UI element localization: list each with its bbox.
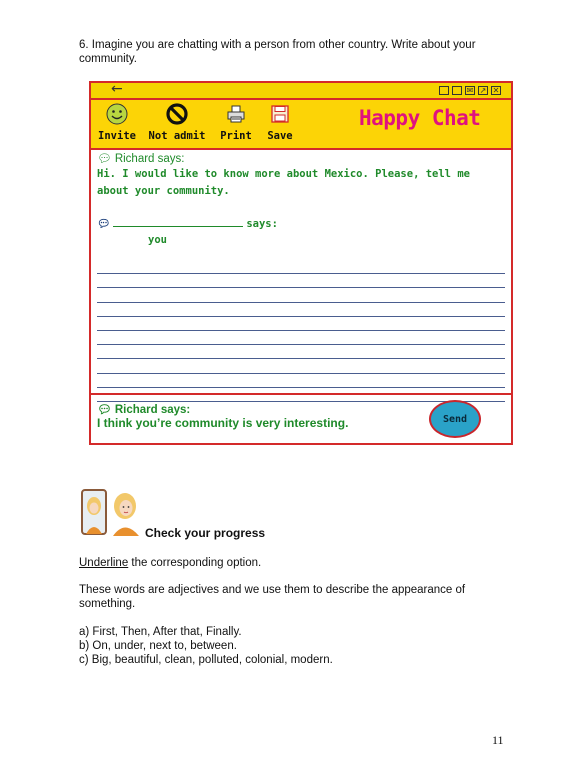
save-label: Save — [267, 130, 293, 142]
print-label: Print — [220, 130, 252, 142]
prohibited-icon — [166, 103, 188, 125]
chat-window — [89, 81, 513, 445]
back-arrow-icon[interactable]: ← — [111, 81, 123, 97]
reply-writing-lines[interactable] — [97, 260, 505, 402]
save-button[interactable] — [263, 102, 297, 142]
invite-label: Invite — [98, 130, 136, 142]
floppy-disk-icon — [271, 105, 289, 123]
not-admit-label: Not admit — [148, 130, 206, 142]
window-controls — [439, 86, 501, 95]
underline-word: Underline — [79, 557, 129, 569]
instruction-rest: the corresponding option. — [128, 557, 262, 569]
footer-says-header — [97, 402, 190, 416]
user-says-header — [97, 217, 278, 230]
app-brand-title: Happy Chat — [359, 106, 481, 130]
option-c[interactable]: c) Big, beautiful, clean, polluted, colonial, modern. — [79, 654, 333, 666]
smiley-icon — [106, 103, 128, 125]
richard-message: Hi. I would like to know more about Mexico. Please, tell me about your community. — [97, 168, 470, 197]
export-icon[interactable]: ↗ — [479, 86, 487, 95]
close-icon[interactable]: ✕ — [492, 86, 500, 95]
mail-icon[interactable]: ✉ — [466, 86, 474, 95]
printer-icon — [226, 104, 246, 124]
chat-footer — [91, 395, 511, 443]
window-button-icon[interactable] — [439, 86, 449, 95]
page-number: 11 — [492, 733, 504, 747]
exercise-instruction: 6. Imagine you are chatting with a person from other country. Write about your community. — [79, 39, 476, 65]
send-button[interactable]: Send — [429, 400, 481, 438]
invite-button[interactable] — [97, 102, 137, 142]
option-b[interactable]: b) On, under, next to, between. — [79, 640, 237, 652]
speech-bubble-icon: 💬︎ — [97, 404, 112, 416]
check-progress-title: Check your progress — [145, 526, 266, 540]
speech-bubble-icon: 💬︎ — [97, 153, 112, 165]
progress-instruction — [79, 556, 261, 570]
speech-bubble-icon: 💬︎ — [97, 218, 111, 230]
richard-says-label: Richard says: — [114, 153, 185, 165]
mirror-girl-illustration — [81, 487, 143, 536]
option-a[interactable]: a) First, Then, After that, Finally. — [79, 626, 242, 638]
footer-says-label: Richard says: — [114, 404, 191, 416]
print-button[interactable] — [219, 102, 253, 142]
progress-question: These words are adjectives and we use them to describe the appearance of something. — [79, 584, 466, 610]
folder-icon[interactable] — [452, 86, 462, 95]
footer-message: I think you’re community is very interesting. — [97, 416, 349, 430]
name-blank[interactable] — [113, 217, 243, 227]
richard-says-header — [97, 151, 184, 165]
toolbar — [91, 100, 511, 150]
title-bar — [91, 83, 511, 100]
not-admit-button[interactable] — [147, 102, 207, 142]
chat-transcript — [91, 150, 511, 395]
reply-start: you — [148, 234, 167, 246]
user-says-label: says: — [246, 218, 278, 230]
